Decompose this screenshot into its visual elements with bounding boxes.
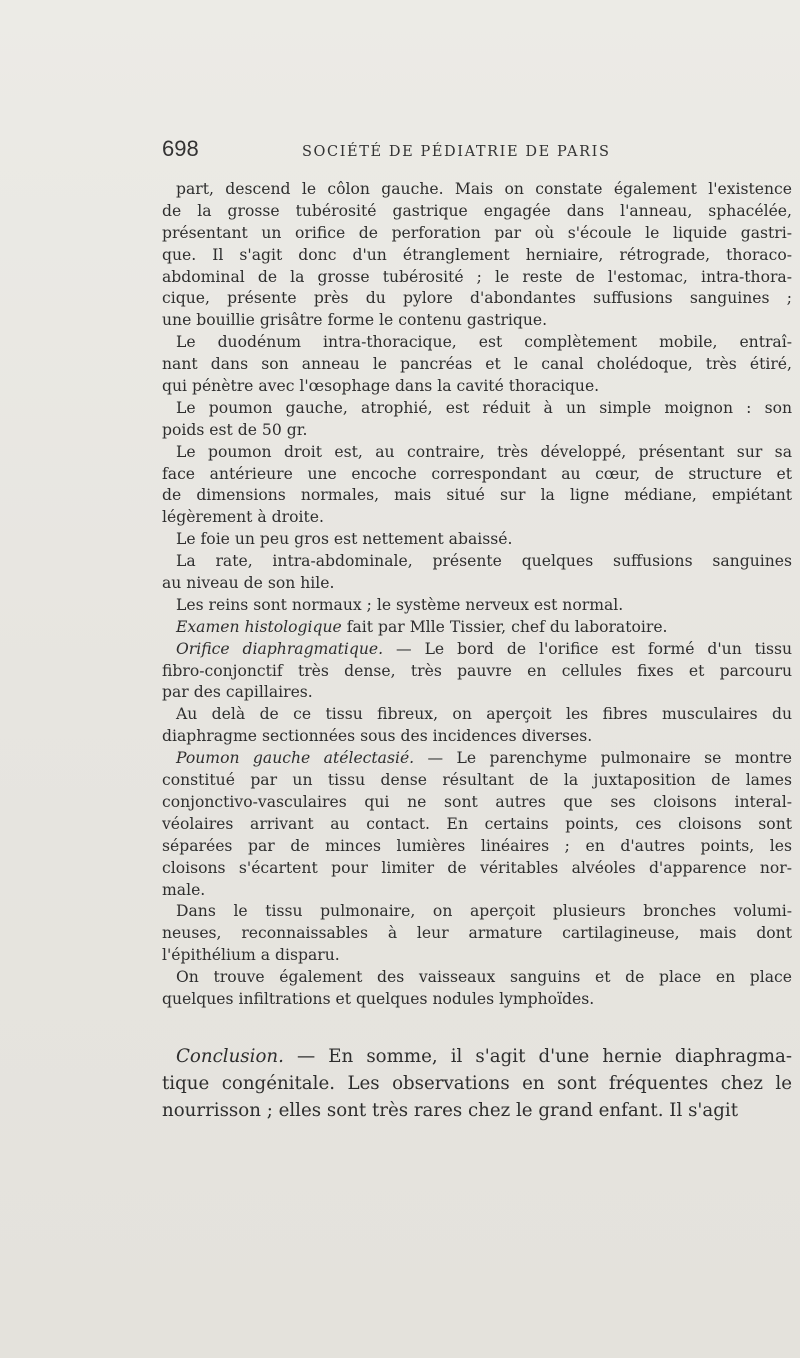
body-text [162, 179, 792, 1124]
line-text: l'épithélium a disparu. [162, 946, 340, 965]
line-text: face antérieure une encoche correspondant au cœur, de structure et [162, 464, 792, 483]
text-line [162, 354, 792, 376]
text-line [162, 814, 792, 836]
paragraph [162, 529, 792, 551]
line-text: male. [162, 880, 206, 899]
text-line [162, 770, 792, 792]
text-line [162, 485, 792, 507]
text-line [162, 507, 792, 529]
text-line [162, 682, 792, 704]
line-text: Dans le tissu pulmonaire, on aperçoit plusieurs bronches volumi- [176, 902, 792, 921]
line-text: légèrement à droite. [162, 508, 324, 527]
text-line [162, 442, 792, 464]
text-line [162, 726, 792, 748]
running-head: SOCIÉTÉ DE PÉDIATRIE DE PARIS [302, 144, 611, 160]
line-text: conjonctivo-vasculaires qui ne sont autres que ses cloisons interal- [162, 792, 792, 811]
text-line [162, 792, 792, 814]
paragraph [162, 332, 792, 398]
text-line [162, 245, 792, 267]
text-line [162, 704, 792, 726]
text-line [162, 420, 792, 442]
line-text: cique, présente près du pylore d'abondantes suffusions sanguines ; [162, 289, 792, 308]
line-text: cloisons s'écartent pour limiter de véritables alvéoles d'apparence nor- [162, 858, 792, 877]
text-line [162, 661, 792, 683]
line-text: On trouve également des vaisseaux sanguins et de place en place [176, 968, 792, 987]
line-text: Le duodénum intra-thoracique, est complètement mobile, entraî- [176, 333, 792, 352]
line-text: qui pénètre avec l'œsophage dans la cavité thoracique. [162, 377, 600, 396]
paragraph [162, 901, 792, 967]
text-line [162, 267, 792, 289]
line-text: séparées par de minces lumières linéaires ; en d'autres points, les [162, 836, 792, 855]
paragraph [162, 704, 792, 748]
paragraph [162, 442, 792, 530]
text-line [162, 201, 792, 223]
text-line [162, 967, 792, 989]
line-text: quelques infiltrations et quelques nodules lymphoïdes. [162, 989, 595, 1008]
page-number: 698 [162, 136, 199, 161]
text-line [162, 1097, 792, 1124]
paragraph [162, 398, 792, 442]
text-line [162, 880, 792, 902]
conclusion-paragraph [162, 1043, 792, 1124]
paragraph [162, 748, 792, 901]
line-text: constitué par un tissu dense résultant de la juxtaposition de lames [162, 771, 792, 790]
text-line [162, 836, 792, 858]
line-text: présentant un orifice de perforation par où s'écoule le liquide gastri- [162, 223, 792, 242]
line-text: part, descend le côlon gauche. Mais on constate également l'existence [176, 180, 792, 198]
line-text: fait par Mlle Tissier, chef du laboratoire. [341, 617, 668, 636]
line-text: — Le parenchyme pulmonaire se montre [414, 749, 792, 768]
line-text: tique congénitale. Les observations en sont fréquentes chez le [162, 1072, 792, 1094]
text-line [162, 464, 792, 486]
line-text: Le poumon gauche, atrophié, est réduit à un simple moignon : son [176, 398, 792, 417]
text-line [162, 945, 792, 967]
line-text: par des capillaires. [162, 683, 313, 702]
text-line [162, 310, 792, 332]
paragraph [162, 617, 792, 639]
text-line [162, 748, 792, 770]
line-text: une bouillie grisâtre forme le contenu gastrique. [162, 311, 548, 330]
line-text: au niveau de son hile. [162, 574, 335, 593]
line-text: que. Il s'agit donc d'un étranglement herniaire, rétrograde, thoraco- [162, 245, 792, 264]
text-line [162, 923, 792, 945]
text-line [162, 551, 792, 573]
paragraph [162, 967, 792, 1011]
italic-lead: Poumon gauche atélectasié. [176, 749, 415, 768]
line-text: de la grosse tubérosité gastrique engagée dans l'anneau, sphacélée, [162, 201, 792, 220]
text-line [162, 179, 792, 201]
line-text: nourrisson ; elles sont très rares chez le grand enfant. Il s'agit [162, 1099, 739, 1121]
text-line [162, 989, 792, 1011]
italic-lead: Conclusion. [176, 1045, 284, 1067]
paragraph [162, 551, 792, 595]
text-line [162, 529, 792, 551]
line-text: fibro-conjonctif très dense, très pauvre en cellules fixes et parcouru [162, 661, 792, 680]
line-text: Le foie un peu gros est nettement abaissé. [176, 530, 513, 549]
text-line [162, 1043, 792, 1070]
text-line [162, 288, 792, 310]
paragraph [162, 595, 792, 617]
line-text: abdominal de la grosse tubérosité ; le reste de l'estomac, intra-thora- [162, 267, 792, 286]
line-text: de dimensions normales, mais situé sur la ligne médiane, empiétant [162, 486, 792, 505]
line-text: nant dans son anneau le pancréas et le canal cholédoque, très étiré, [162, 355, 792, 374]
line-text: diaphragme sectionnées sous des incidences diverses. [162, 727, 593, 746]
text-line [162, 223, 792, 245]
text-line [162, 901, 792, 923]
line-text: Les reins sont normaux ; le système nerveux est normal. [176, 595, 624, 614]
text-line [162, 858, 792, 880]
text-line [162, 332, 792, 354]
line-text: — Le bord de l'orifice est formé d'un tissu [383, 639, 792, 658]
line-text: La rate, intra-abdominale, présente quelques suffusions sanguines [176, 552, 792, 571]
italic-lead: Examen histologique [176, 617, 342, 636]
italic-lead: Orifice diaphragmatique. [176, 639, 384, 658]
text-line [162, 595, 792, 617]
line-text: Le poumon droit est, au contraire, très développé, présentant sur sa [176, 442, 792, 461]
text-line [162, 1070, 792, 1097]
line-text: Au delà de ce tissu fibreux, on aperçoit les fibres musculaires du [176, 705, 792, 724]
section-spacer [162, 1011, 792, 1043]
line-text: — En somme, il s'agit d'une hernie diaphragma- [283, 1045, 792, 1067]
line-text: neuses, reconnaissables à leur armature cartilagineuse, mais dont [162, 924, 792, 943]
text-line [162, 617, 792, 639]
line-text: véolaires arrivant au contact. En certains points, ces cloisons sont [162, 814, 792, 833]
paragraph [162, 639, 792, 705]
text-line [162, 398, 792, 420]
text-line [162, 376, 792, 398]
line-text: poids est de 50 gr. [162, 420, 308, 439]
text-line [162, 573, 792, 595]
text-line [162, 639, 792, 661]
paragraph [162, 179, 792, 332]
page-header [162, 134, 772, 170]
